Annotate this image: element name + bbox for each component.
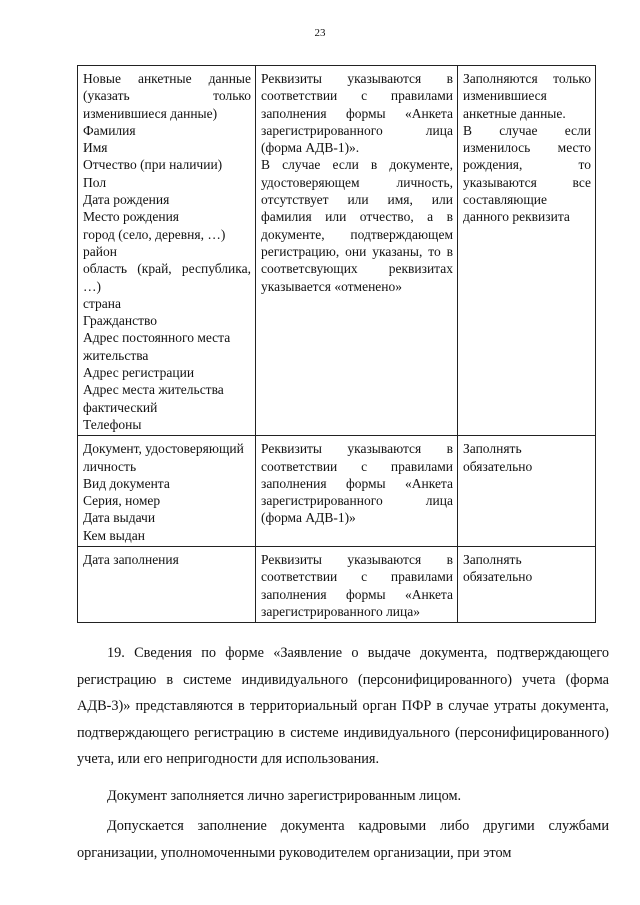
notes-text: В случае если изменилось место рождения, то указываются все составляющие данного реквизита (463, 122, 591, 225)
notes-cell (458, 436, 596, 547)
field-name: Адрес регистрации (83, 365, 195, 381)
notes-text: Заполняются только изменившиеся анкетные данные. (463, 71, 591, 121)
notes-text: Заполнять обязательно (463, 441, 533, 474)
field-name: Дата рождения (83, 192, 170, 208)
table-row (78, 547, 596, 623)
field-name: страна (83, 295, 122, 311)
field-name: Дата заполнения (83, 552, 179, 568)
field-name: Фамилия (83, 122, 136, 138)
field-name: Имя (83, 140, 108, 156)
notes-cell (458, 547, 596, 623)
requisites-text: В случае если в документе, удостоверяющем личность, отсутствует или имя, или фамилия или отчество, а в документе, подтверждающем регистрацию, они указаны, то в соответсвующих реквизитах указывается «отменено» (261, 157, 453, 294)
field-name: область (край, республика, …) (83, 261, 251, 294)
page-number: 23 (314, 27, 326, 39)
field-name: Отчество (при наличии) (83, 157, 223, 173)
field-name: Адрес постоянного места жительства (83, 330, 231, 363)
field-name: Место рождения (83, 209, 180, 225)
field-name: Новые анкетные данные (указать только изменившиеся данные) (83, 71, 251, 121)
requisites-cell (256, 436, 458, 547)
field-name: Серия, номер (83, 493, 161, 509)
paragraph: 19. Сведения по форме «Заявление о выдаче документа, подтверждающего регистрацию в системе индивидуального (персонифицированного) учета (форма АДВ-3)» представляются в территориальный орган ПФР в случае утраты документа, подтверждающего регистрацию в системе индивидуального (персонифицированного) учета, или его непригодности для использования. (77, 645, 609, 767)
field-list-cell (78, 66, 256, 436)
notes-text: Заполнять обязательно (463, 552, 533, 585)
body-text (77, 640, 609, 876)
requisites-table (77, 65, 596, 623)
field-name: Гражданство (83, 313, 158, 329)
table-row (78, 66, 596, 436)
field-name: Кем выдан (83, 527, 145, 543)
field-name: Дата выдачи (83, 510, 156, 526)
requisites-text: Реквизиты указываются в соответствии с правилами заполнения формы «Анкета зарегистрированного лица» (261, 552, 453, 619)
paragraph: Допускается заполнение документа кадровыми либо другими службами организации, уполномоченными руководителем организации, при этом (77, 818, 609, 861)
field-name: Документ, удостоверяющий личность (83, 441, 244, 474)
paragraph: Документ заполняется лично зарегистрированным лицом. (107, 787, 462, 804)
requisites-cell (256, 66, 458, 436)
field-name: Телефоны (83, 416, 142, 432)
field-list-cell (78, 436, 256, 547)
field-name: Адрес места жительства фактический (83, 382, 224, 415)
field-name: Пол (83, 174, 107, 190)
field-list-cell (78, 547, 256, 623)
requisites-text: Реквизиты указываются в соответствии с правилами заполнения формы «Анкета зарегистрированного лица (форма АДВ-1)» (261, 441, 453, 526)
field-name: город (село, деревня, …) район (83, 226, 226, 259)
notes-cell (458, 66, 596, 436)
field-name: Вид документа (83, 475, 170, 491)
requisites-text: Реквизиты указываются в соответствии с правилами заполнения формы «Анкета зарегистрированного лица (форма АДВ-1)». (261, 71, 453, 156)
requisites-cell (256, 547, 458, 623)
table-row (78, 436, 596, 547)
